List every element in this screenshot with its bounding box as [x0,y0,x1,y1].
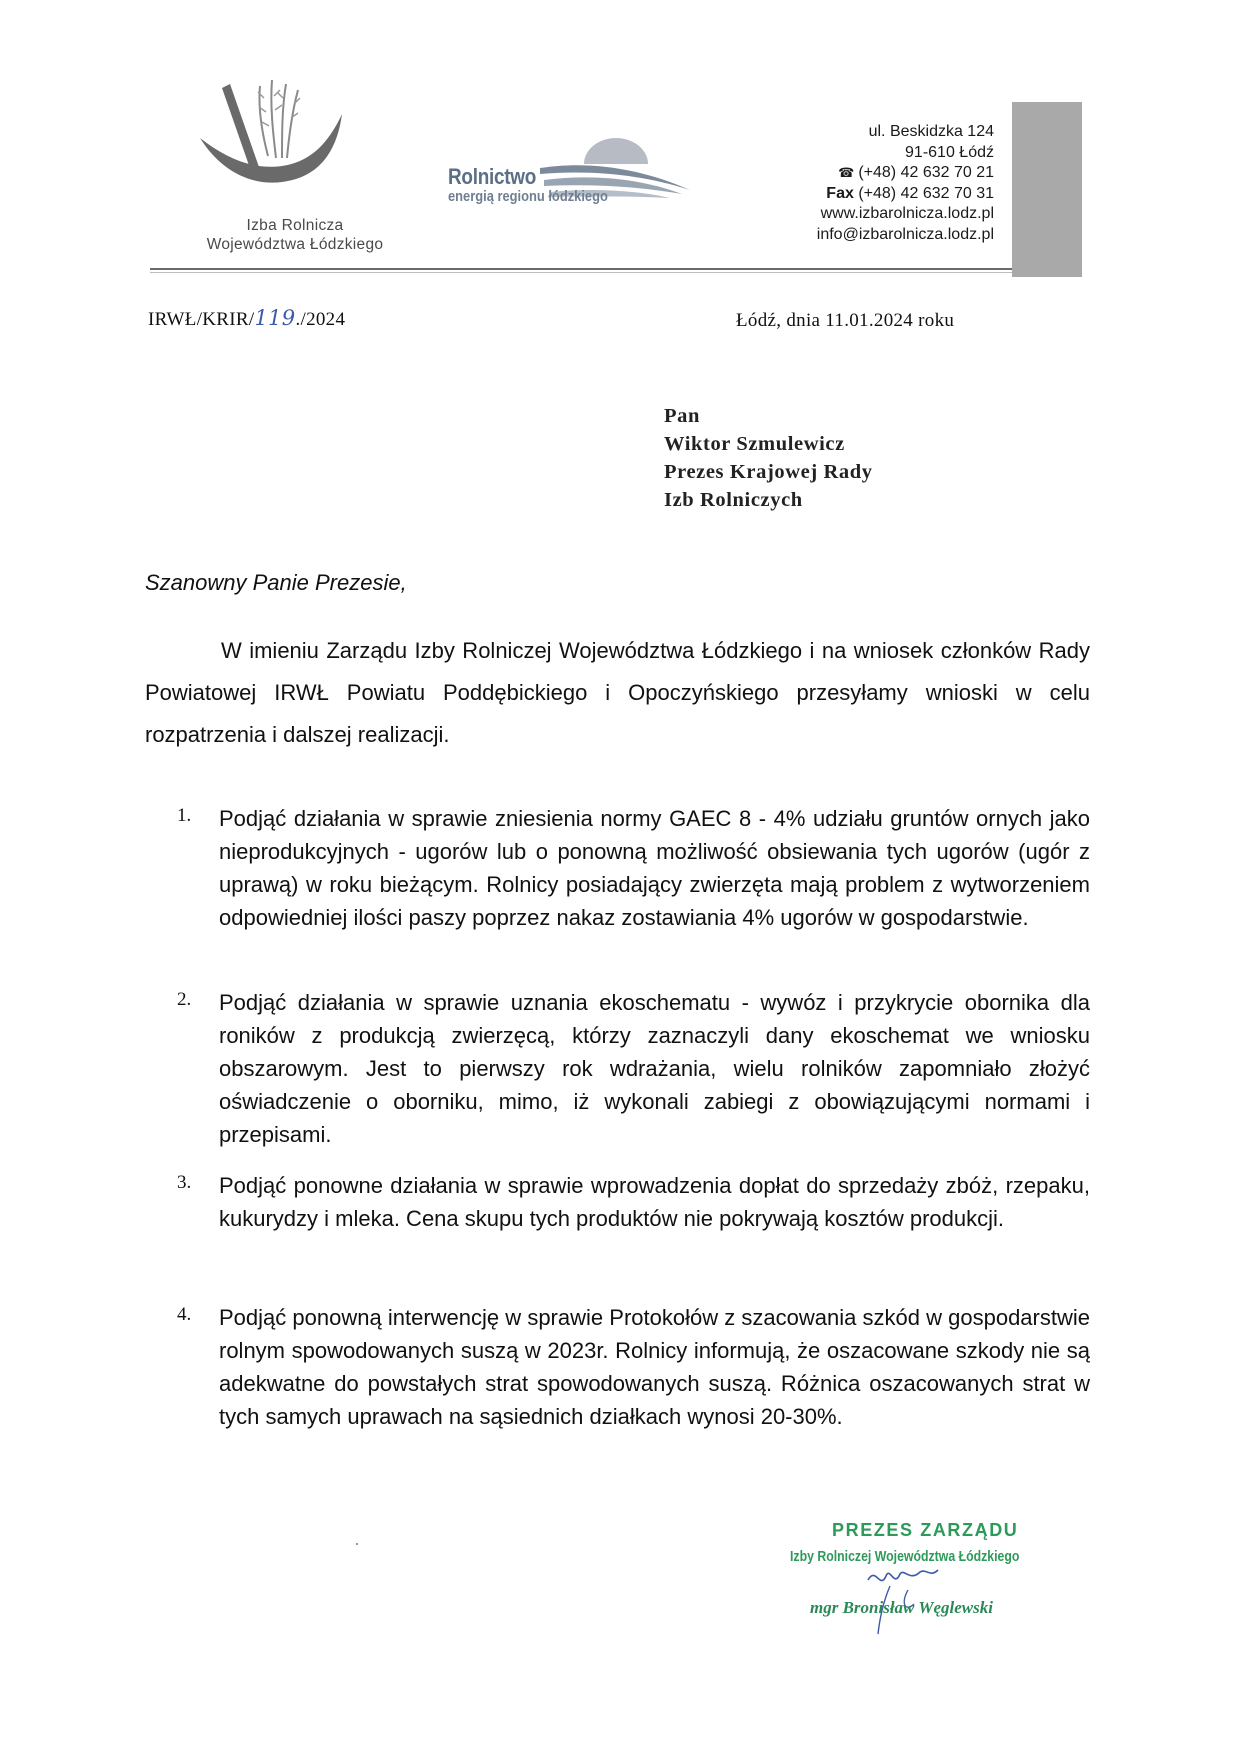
campaign-title: Rolnictwo [448,164,537,189]
phone-line [817,163,994,184]
signature-stamp [790,1520,1090,1640]
postal-city-line: 91-610 Łódź [905,143,994,161]
org-name-line1: Izba Rolnicza [246,217,344,234]
list-item-text: Podjąć działania w sprawie uznania ekoschematu - wywóz i przykrycie obornika dla roników z produkcją zwierzęcą, którzy zaznaczyli dany ekoschemat we wniosku obszarowym. Jest to pierwszy rok wdrażania, wielu rolników zapomniało złożyć oświadczenie o oborniku, mimo, iż wykonali zabiegi z obowiązującymi normami i przepisami. [219,990,1090,1147]
addressee-block [664,402,873,514]
letterhead-divider [150,268,1012,270]
addressee-org: Izb Rolniczych [664,489,803,511]
addressee-title: Prezes Krajowej Rady [664,461,873,483]
campaign-subtitle: energią regionu łódzkiego [448,188,608,205]
email-link: info@izbarolnicza.lodz.pl [816,225,994,243]
org-name [190,216,400,254]
scan-speck [356,1543,358,1545]
fax-label: Fax [826,184,854,202]
address-line: ul. Beskidzka 124 [868,123,994,140]
fax-number: (+48) 42 632 70 31 [858,184,994,202]
fax-line [817,184,994,205]
reference-number [148,306,345,331]
list-item-text: Podjąć działania w sprawie zniesienia normy GAEC 8 - 4% udziału gruntów ornych jako nieprodukcyjnych - ugorów lub o ponowną możliwość obsiewania tych ugorów (ugór z uprawą) w roku bieżącym. Rolnicy posiadający zwierzęta mają problem z wytworzeniem odpowiedniej ilości paszy poprzez nakaz zostawiania 4% ugorów w gospodarstwie. [219,806,1090,930]
stamp-title: PREZES ZARZĄDU [832,1520,1019,1540]
addressee-line1: Pan [664,405,700,427]
stamp-signer-name: mgr Bronisław Węglewski [810,1598,993,1617]
irwl-logo [190,78,384,253]
list-item-text: Podjąć ponowną interwencję w sprawie Protokołów z szacowania szkód w gospodarstwie rolnym spowodowanych suszą w 2023r. Rolnicy informują, że oszacowane szkody nie są adekwatne do powstałych strat spowodowanych suszą. Różnica oszacowanych strat w tych samych uprawach na sąsiednich działkach wynosi 20-30%. [219,1305,1090,1429]
list-item-text: Podjąć ponowne działania w sprawie wprowadzenia dopłat do sprzedaży zbóż, rzepaku, kukurydzy i mleka. Cena skupu tych produktów nie pokrywają kosztów produkcji. [219,1173,1090,1231]
date-line: Łódź, dnia 11.01.2024 roku [736,310,955,331]
org-name-line2: Województwa Łódzkiego [206,236,384,253]
salutation: Szanowny Panie Prezesie, [145,570,407,595]
intro-paragraph: W imieniu Zarządu Izby Rolniczej Województwa Łódzkiego i na wniosek członków Rady Powiatowej IRWŁ Powiatu Poddębickiego i Opoczyńskiego przesyłamy wnioski w celu rozpatrzenia i dalszej realizacji. [145,638,1090,747]
list-item-number: 3. [177,1172,192,1193]
letterhead-gray-bar [1012,102,1082,277]
stamp-organization: Izby Rolniczej Województwa Łódzkiego [790,1548,1020,1565]
reference-prefix: IRWŁ/KRIR/ [148,309,255,330]
phone-number: (+48) 42 632 70 21 [858,164,994,181]
phone-icon: ☎ [838,165,855,180]
reference-suffix: ./2024 [295,309,346,330]
website-link: www.izbarolnicza.lodz.pl [820,205,994,222]
contact-block [817,122,994,245]
addressee-name: Wiktor Szmulewicz [664,433,845,455]
list-item-number: 4. [177,1304,192,1325]
list-item-number: 1. [177,805,192,826]
wheat-sickle-logo-icon [190,78,360,213]
campaign-logo [448,134,688,214]
list-item-number: 2. [177,989,192,1010]
reference-handwritten-number: 119 [254,306,296,330]
letterhead-divider-thin [150,272,1012,273]
